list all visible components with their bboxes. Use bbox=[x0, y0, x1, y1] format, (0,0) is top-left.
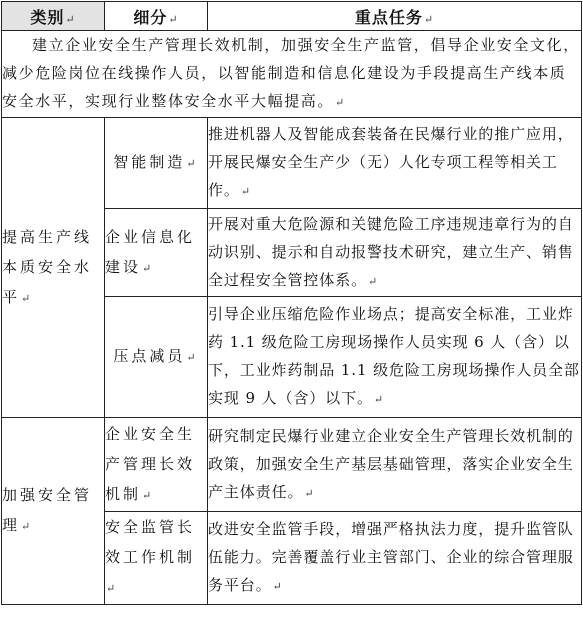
header-subcategory: 细分↵ bbox=[105, 2, 208, 31]
intro-text: 建立企业安全生产管理长效机制，加强安全生产监管，倡导企业安全文化，减少危险岗位在线操作人员，以智能制造和信息化建设为手段提高生产线本质安全水平，实现行业整体安全水平大幅提高。↵ bbox=[2, 31, 582, 118]
subcategory-cell: 智能制造↵ bbox=[105, 118, 208, 209]
task-cell: 引导企业压缩危险作业场点；提高安全标准，工业炸药 1.1 级危险工房现场操作人员实现 6 人（含）以下，工业炸药制品 1.1 级危险工房现场操作人员全部实现 9 人（含）以下。↵ bbox=[208, 297, 582, 418]
category-cell: 加强安全管理↵ bbox=[2, 418, 105, 605]
table-row bbox=[2, 118, 582, 209]
task-cell: 推进机器人及智能成套装备在民爆行业的推广应用，开展民爆安全生产少（无）人化专项工程等相关工作。↵ bbox=[208, 118, 582, 209]
task-cell: 研究制定民爆行业建立企业安全生产管理长效机制的政策，加强安全生产基层基础管理，落实企业安全生产主体责任。↵ bbox=[208, 418, 582, 512]
subcategory-cell: 安全监管长效工作机制↵ bbox=[105, 512, 208, 605]
header-category: 类别↵ bbox=[2, 2, 105, 31]
task-cell: 改进安全监管手段，增强严格执法力度，提升监管队伍能力。完善覆盖行业主管部门、企业的综合管理服务平台。↵ bbox=[208, 512, 582, 605]
task-cell: 开展对重大危险源和关键危险工序违规违章行为的自动识别、提示和自动报警技术研究，建立生产、销售全过程安全管控体系。↵ bbox=[208, 209, 582, 297]
subcategory-cell: 压点减员↵ bbox=[105, 297, 208, 418]
subcategory-cell: 企业安全生产管理长效机制↵ bbox=[105, 418, 208, 512]
subcategory-cell: 企业信息化建设↵ bbox=[105, 209, 208, 297]
table-row bbox=[2, 418, 582, 512]
category-cell: 提高生产线本质安全水平↵ bbox=[2, 118, 105, 418]
intro-row bbox=[2, 31, 582, 118]
key-tasks-table bbox=[1, 1, 582, 605]
header-key-tasks: 重点任务↵ bbox=[208, 2, 582, 31]
header-row bbox=[2, 2, 582, 31]
